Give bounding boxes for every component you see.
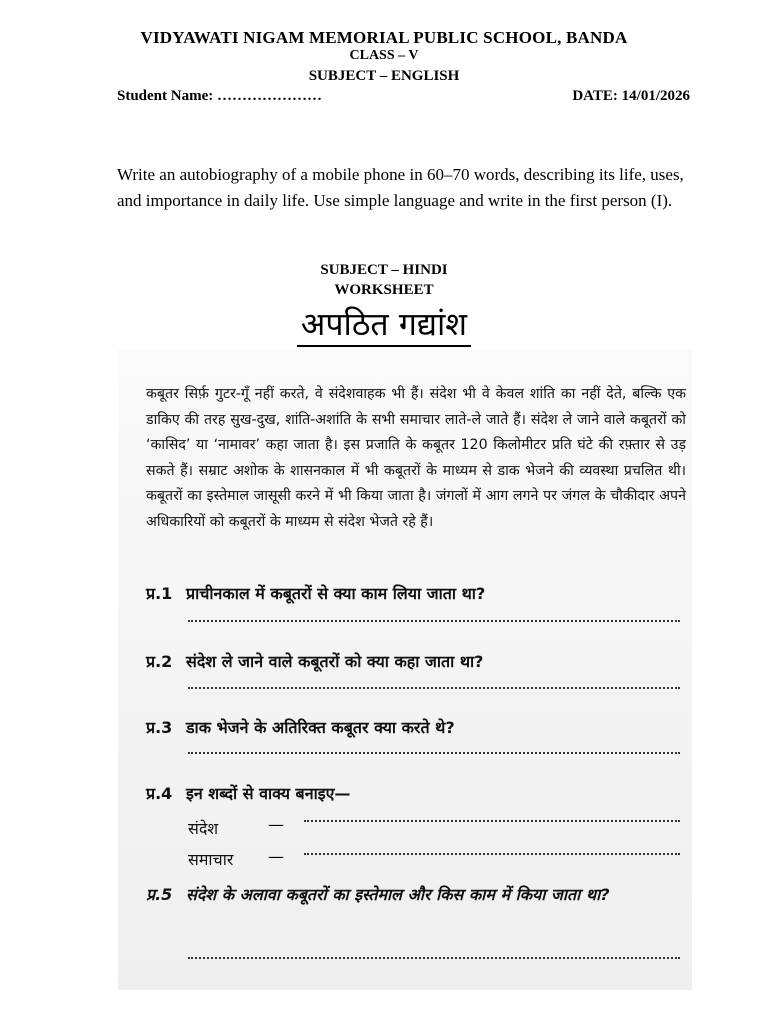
- question-number: प्र.4: [146, 784, 173, 803]
- answer-line: [304, 820, 680, 822]
- word-dash: —: [268, 815, 284, 834]
- worksheet-label: WORKSHEET: [334, 282, 434, 298]
- answer-line: [188, 687, 680, 689]
- question-3: [146, 716, 455, 738]
- question-number: प्र.1: [146, 584, 173, 603]
- passage: कबूतर सिर्फ़ गुटर-गूँ नहीं करते, वे संदेशवाहक भी हैं। संदेश भी वे केवल शांति का नहीं देते, बल्कि एक डाकिए की तरह सुख-दुख, शांति-अशांति के सभी समाचार लाते-ले जाते हैं। संदेश ले जाने वाले कबूतरों को ‘कासिद’ या ‘नामावर’ कहा जाता है। इस प्रजाति के कबूतर 120 किलोमीटर प्रति घंटे की रफ़्तार से उड़ सकते हैं। सम्राट अशोक के शासनकाल में भी कबूतरों के माध्यम से डाक भेजने की व्यवस्था प्रचलित थी। कबूतरों का इस्तेमाल जासूसी करने में भी किया जाता है। जंगलों में आग लगने पर जंगल के चौकीदार अपने अधिकारियों को कबूतरों के माध्यम से संदेश भेजते रहे हैं।: [146, 386, 686, 530]
- question-number: प्र.2: [146, 652, 173, 671]
- question-number: प्र.5: [146, 885, 173, 904]
- answer-line: [188, 620, 680, 622]
- subject-hindi: SUBJECT – HINDI: [320, 262, 448, 278]
- question-text: डाक भेजने के अतिरिक्त कबूतर क्या करते थे?: [186, 718, 455, 737]
- english-task: Write an autobiography of a mobile phone in 60–70 words, describing its life, uses, and importance in daily life. Use simple language and write in the first person (I).: [117, 165, 684, 210]
- worksheet-title: [0, 302, 768, 345]
- question-number: प्र.3: [146, 718, 173, 737]
- date-label: DATE: 14/01/2026: [572, 88, 690, 104]
- question-text: संदेश ले जाने वाले कबूतरों को क्या कहा जाता था?: [186, 652, 484, 671]
- word-dash: —: [268, 847, 284, 866]
- subject-english: SUBJECT – ENGLISH: [308, 68, 460, 84]
- answer-line: [188, 752, 680, 754]
- question-text: इन शब्दों से वाक्य बनाइए—: [186, 784, 351, 803]
- answer-line: [188, 957, 680, 959]
- question-text: संदेश के अलावा कबूतरों का इस्तेमाल और किस काम में किया जाता था?: [186, 885, 610, 904]
- question-4: [146, 782, 350, 804]
- question-5: [146, 882, 686, 908]
- question-1: [146, 582, 485, 604]
- word-2: समाचार: [188, 850, 234, 869]
- school-name: VIDYAWATI NIGAM MEMORIAL PUBLIC SCHOOL, BANDA: [140, 28, 628, 47]
- word-1: संदेश: [188, 819, 219, 838]
- title-text: अपठित गद्यांश: [297, 305, 471, 347]
- student-name-field: Student Name: …………………: [117, 88, 322, 104]
- question-2: [146, 650, 483, 672]
- answer-line: [304, 853, 680, 855]
- question-text: प्राचीनकाल में कबूतरों से क्या काम लिया जाता था?: [186, 584, 486, 603]
- class-label: CLASS – V: [349, 48, 419, 63]
